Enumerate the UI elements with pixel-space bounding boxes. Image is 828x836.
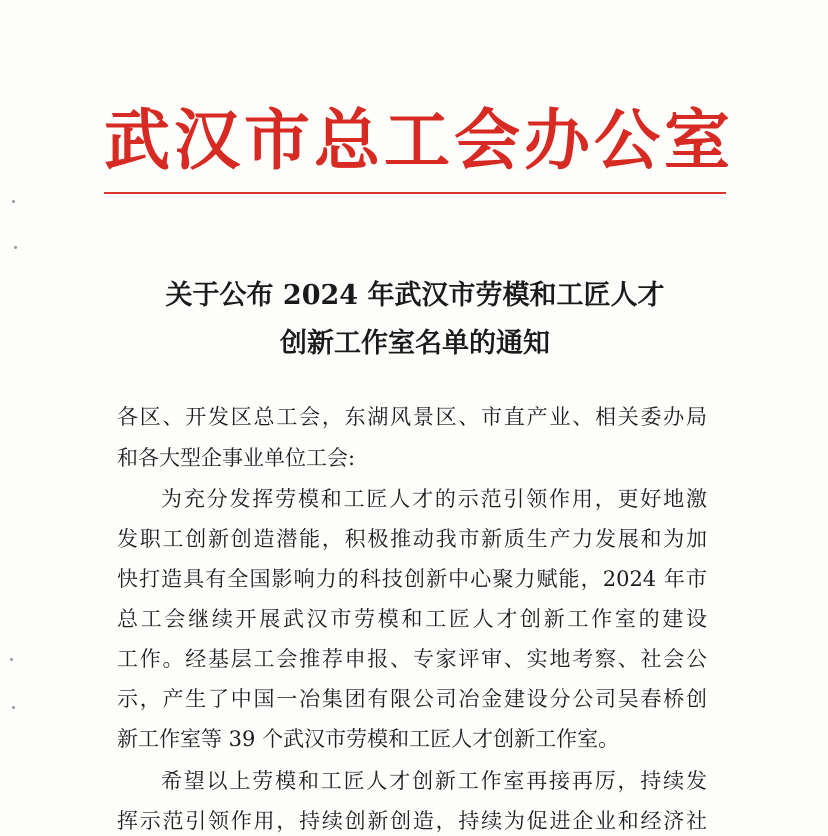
document-title-line-1: 关于公布 2024 年武汉市劳模和工匠人才 [165, 280, 665, 311]
body-line-salutation-cont: 和各大型企事业单位工会: [117, 446, 356, 470]
body-line: 希望以上劳模和工匠人才创新工作室再接再厉，持续发 [161, 769, 707, 793]
body-line-salutation: 各区、开发区总工会，东湖风景区、市直产业、相关委办局 [117, 405, 707, 429]
letterhead-divider [104, 192, 726, 194]
body-line: 发职工创新创造潜能，积极推动我市新质生产力发展和为加 [117, 527, 707, 551]
body-line: 挥示范引领作用，持续创新创造，持续为促进企业和经济社 [117, 809, 707, 833]
scan-speck [10, 658, 13, 661]
body-line: 新工作室等 39 个武汉市劳模和工匠人才创新工作室。 [117, 727, 620, 751]
body-line: 快打造具有全国影响力的科技创新中心聚力赋能，2024 年市 [117, 567, 707, 591]
body-line: 总工会继续开展武汉市劳模和工匠人才创新工作室的建设 [117, 607, 707, 631]
scan-speck [12, 706, 15, 709]
body-line: 工作。经基层工会推荐申报、专家评审、实地考察、社会公 [117, 647, 707, 671]
body-line: 为充分发挥劳模和工匠人才的示范引领作用，更好地激 [161, 487, 707, 511]
scan-speck [14, 246, 17, 249]
document-title-line-2: 创新工作室名单的通知 [280, 328, 550, 359]
body-line: 示，产生了中国一冶集团有限公司冶金建设分公司吴春桥创 [117, 687, 707, 711]
letterhead-title: 武汉市总工会办公室 [104, 101, 734, 179]
scan-speck [12, 200, 15, 203]
